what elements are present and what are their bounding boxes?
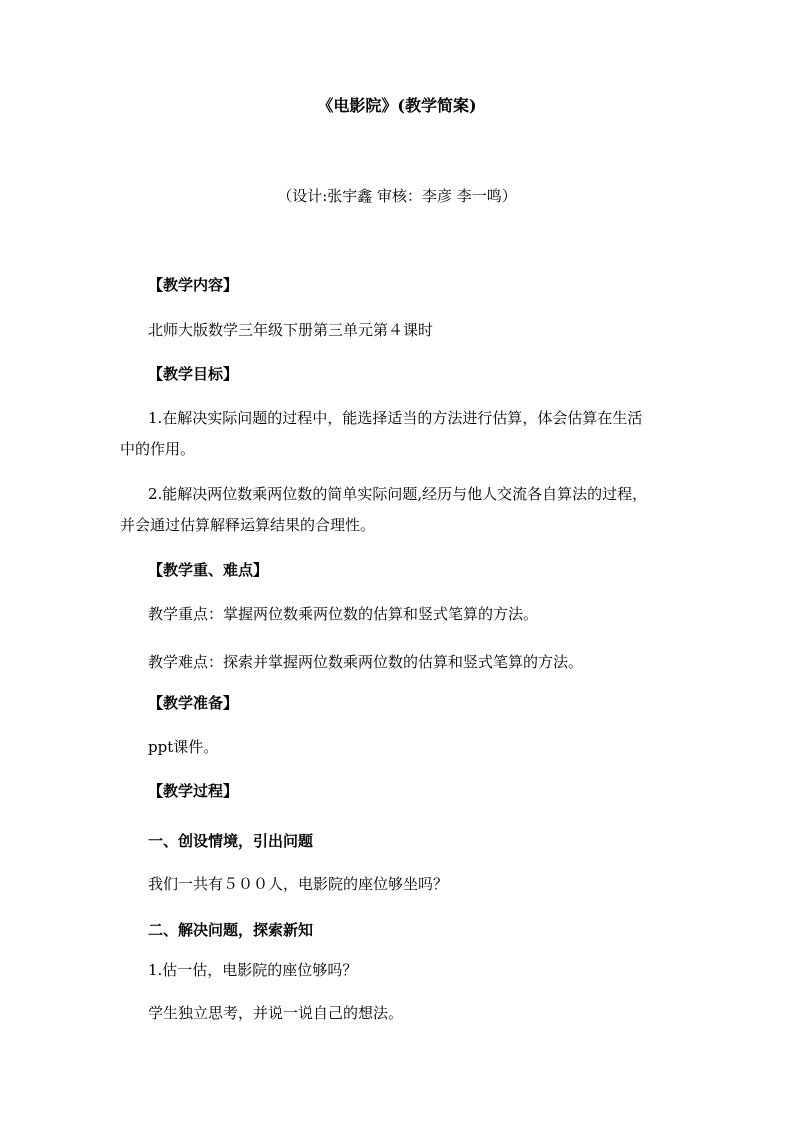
section-heading-process: 【教学过程】 — [148, 782, 239, 800]
step-2-item-1: 1.估一估，电影院的座位够吗？ — [148, 961, 358, 979]
goal-2-line-1: 2.能解决两位数乘两位数的简单实际问题,经历与他人交流各自算法的过程， — [148, 485, 648, 503]
step-1-heading: 一、创设情境，引出问题 — [148, 832, 314, 850]
goal-1-line-2: 中的作用。 — [120, 440, 196, 458]
keypoint-text: 教学重点：掌握两位数乘两位数的估算和竖式笔算的方法。 — [148, 605, 539, 623]
step-2-heading: 二、解决问题，探索新知 — [148, 921, 314, 939]
document-title: 《电影院》(教学简案) — [317, 96, 477, 115]
goal-1-line-1: 1.在解决实际问题的过程中，能选择适当的方法进行估算，体会估算在生活 — [148, 409, 643, 427]
step-1-text: 我们一共有５００人，电影院的座位够坐吗？ — [148, 875, 449, 893]
section-heading-goals: 【教学目标】 — [148, 365, 239, 383]
section-heading-prep: 【教学准备】 — [148, 694, 239, 712]
difficulty-text: 教学难点：探索并掌握两位数乘两位数的估算和竖式笔算的方法。 — [148, 653, 584, 671]
prep-text: ppt课件。 — [148, 738, 219, 756]
goal-2-line-2: 并会通过估算解释运算结果的合理性。 — [120, 516, 376, 534]
content-text: 北师大版数学三年级下册第三单元第４课时 — [148, 321, 434, 339]
document-authors: （设计:张宇鑫 审核：李彦 李一鸣） — [277, 187, 517, 205]
step-2-item-1-text: 学生独立思考，并说一说自己的想法。 — [148, 1004, 404, 1022]
section-heading-keypoints: 【教学重、难点】 — [148, 561, 269, 579]
section-heading-content: 【教学内容】 — [148, 276, 239, 294]
